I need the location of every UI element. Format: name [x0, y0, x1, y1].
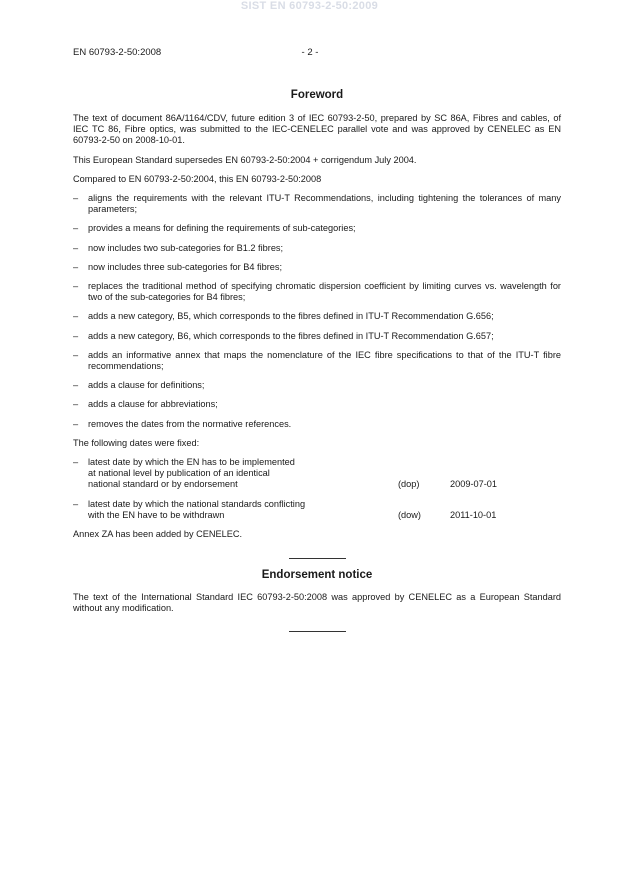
- date-abbreviation: (dop): [398, 479, 420, 490]
- dash-marker: –: [73, 399, 79, 410]
- dates-intro: The following dates were fixed:: [73, 437, 200, 448]
- dash-marker: –: [73, 498, 79, 509]
- dash-marker: –: [73, 193, 79, 204]
- list-item: [73, 243, 561, 254]
- list-item: [73, 223, 561, 234]
- list-item: [73, 331, 561, 342]
- foreword-paragraph-2: This European Standard supersedes EN 60793-2-50:2004 + corrigendum July 2004.: [73, 154, 417, 165]
- list-item-text: now includes three sub-categories for B4 fibres;: [88, 261, 283, 272]
- date-description-line: latest date by which the national standards conflicting: [88, 498, 306, 509]
- dates-list: [73, 457, 561, 521]
- foreword-paragraph-1: The text of document 86A/1164/CDV, future edition 3 of IEC 60793-2-50, prepared by SC 86A, Fibres and cables, of IEC TC 86, Fibre optics, was submitted to the IEC-CENELEC parallel vote and was approved by CENELEC as EN 60793-2-50 on 2008-10-01.: [73, 113, 561, 146]
- list-item-text: replaces the traditional method of specifying chromatic dispersion coefficient by limiting curves vs. wavelength for two of the sub-categories for B4 fibres;: [88, 281, 561, 303]
- date-value: 2009-07-01: [450, 479, 497, 490]
- date-entry-dop: [73, 457, 561, 491]
- section-divider: [289, 631, 346, 632]
- list-item-text: adds a clause for definitions;: [88, 380, 205, 391]
- date-value: 2011-10-01: [450, 509, 497, 520]
- foreword-title: Foreword: [290, 89, 344, 101]
- dash-marker: –: [73, 261, 79, 272]
- list-item-text: now includes two sub-categories for B1.2 fibres;: [88, 242, 284, 253]
- date-description-line: national standard or by endorsement: [88, 479, 238, 490]
- list-item-text: adds a new category, B6, which corresponds to the fibres defined in ITU-T Recommendation G.657;: [88, 330, 494, 341]
- list-item: [73, 380, 561, 391]
- list-item: [73, 262, 561, 273]
- dash-marker: –: [73, 242, 79, 253]
- date-description: [88, 457, 398, 491]
- dash-marker: –: [73, 281, 79, 292]
- date-entry-dow: [73, 499, 561, 521]
- date-description: [88, 499, 398, 521]
- date-description-line: with the EN have to be withdrawn: [88, 509, 225, 520]
- dash-marker: –: [73, 380, 79, 391]
- list-item-text: provides a means for defining the requirements of sub-categories;: [88, 223, 356, 234]
- list-item-text: adds an informative annex that maps the nomenclature of the IEC fibre specifications to that of the ITU-T fibre recommendations;: [88, 349, 561, 372]
- changes-list: [73, 193, 561, 430]
- annex-note: Annex ZA has been added by CENELEC.: [73, 529, 243, 540]
- list-item-text: aligns the requirements with the relevant ITU-T Recommendations, including tightening the tolerances of many parameters;: [88, 193, 561, 215]
- foreword-paragraph-3: Compared to EN 60793-2-50:2004, this EN 60793-2-50:2008: [73, 173, 322, 184]
- dash-marker: –: [73, 223, 79, 234]
- dash-marker: –: [73, 330, 79, 341]
- list-item: [73, 419, 561, 430]
- page-content: [73, 88, 561, 632]
- document-id: EN 60793-2-50:2008: [73, 47, 162, 58]
- list-item-text: removes the dates from the normative references.: [88, 418, 292, 429]
- section-divider: [289, 558, 346, 559]
- dash-marker: –: [73, 418, 79, 429]
- endorsement-title: Endorsement notice: [261, 569, 373, 582]
- page-number: - 2 -: [301, 47, 319, 58]
- endorsement-text: The text of the International Standard IEC 60793-2-50:2008 was approved by CENELEC as a European Standard without any modification.: [73, 592, 561, 614]
- dash-marker: –: [73, 349, 79, 360]
- list-item: [73, 350, 561, 372]
- list-item-text: adds a new category, B5, which corresponds to the fibres defined in ITU-T Recommendation G.656;: [88, 311, 494, 322]
- list-item-text: adds a clause for abbreviations;: [88, 399, 218, 410]
- watermark: SIST EN 60793-2-50:2009: [240, 0, 379, 12]
- dash-marker: –: [73, 457, 79, 468]
- date-description-line: latest date by which the EN has to be implemented: [88, 457, 295, 468]
- list-item: [73, 399, 561, 410]
- dash-marker: –: [73, 311, 79, 322]
- date-description-line: at national level by publication of an identical: [88, 468, 270, 479]
- list-item: [73, 193, 561, 215]
- list-item: [73, 311, 561, 322]
- date-abbreviation: (dow): [398, 509, 421, 520]
- list-item: [73, 281, 561, 303]
